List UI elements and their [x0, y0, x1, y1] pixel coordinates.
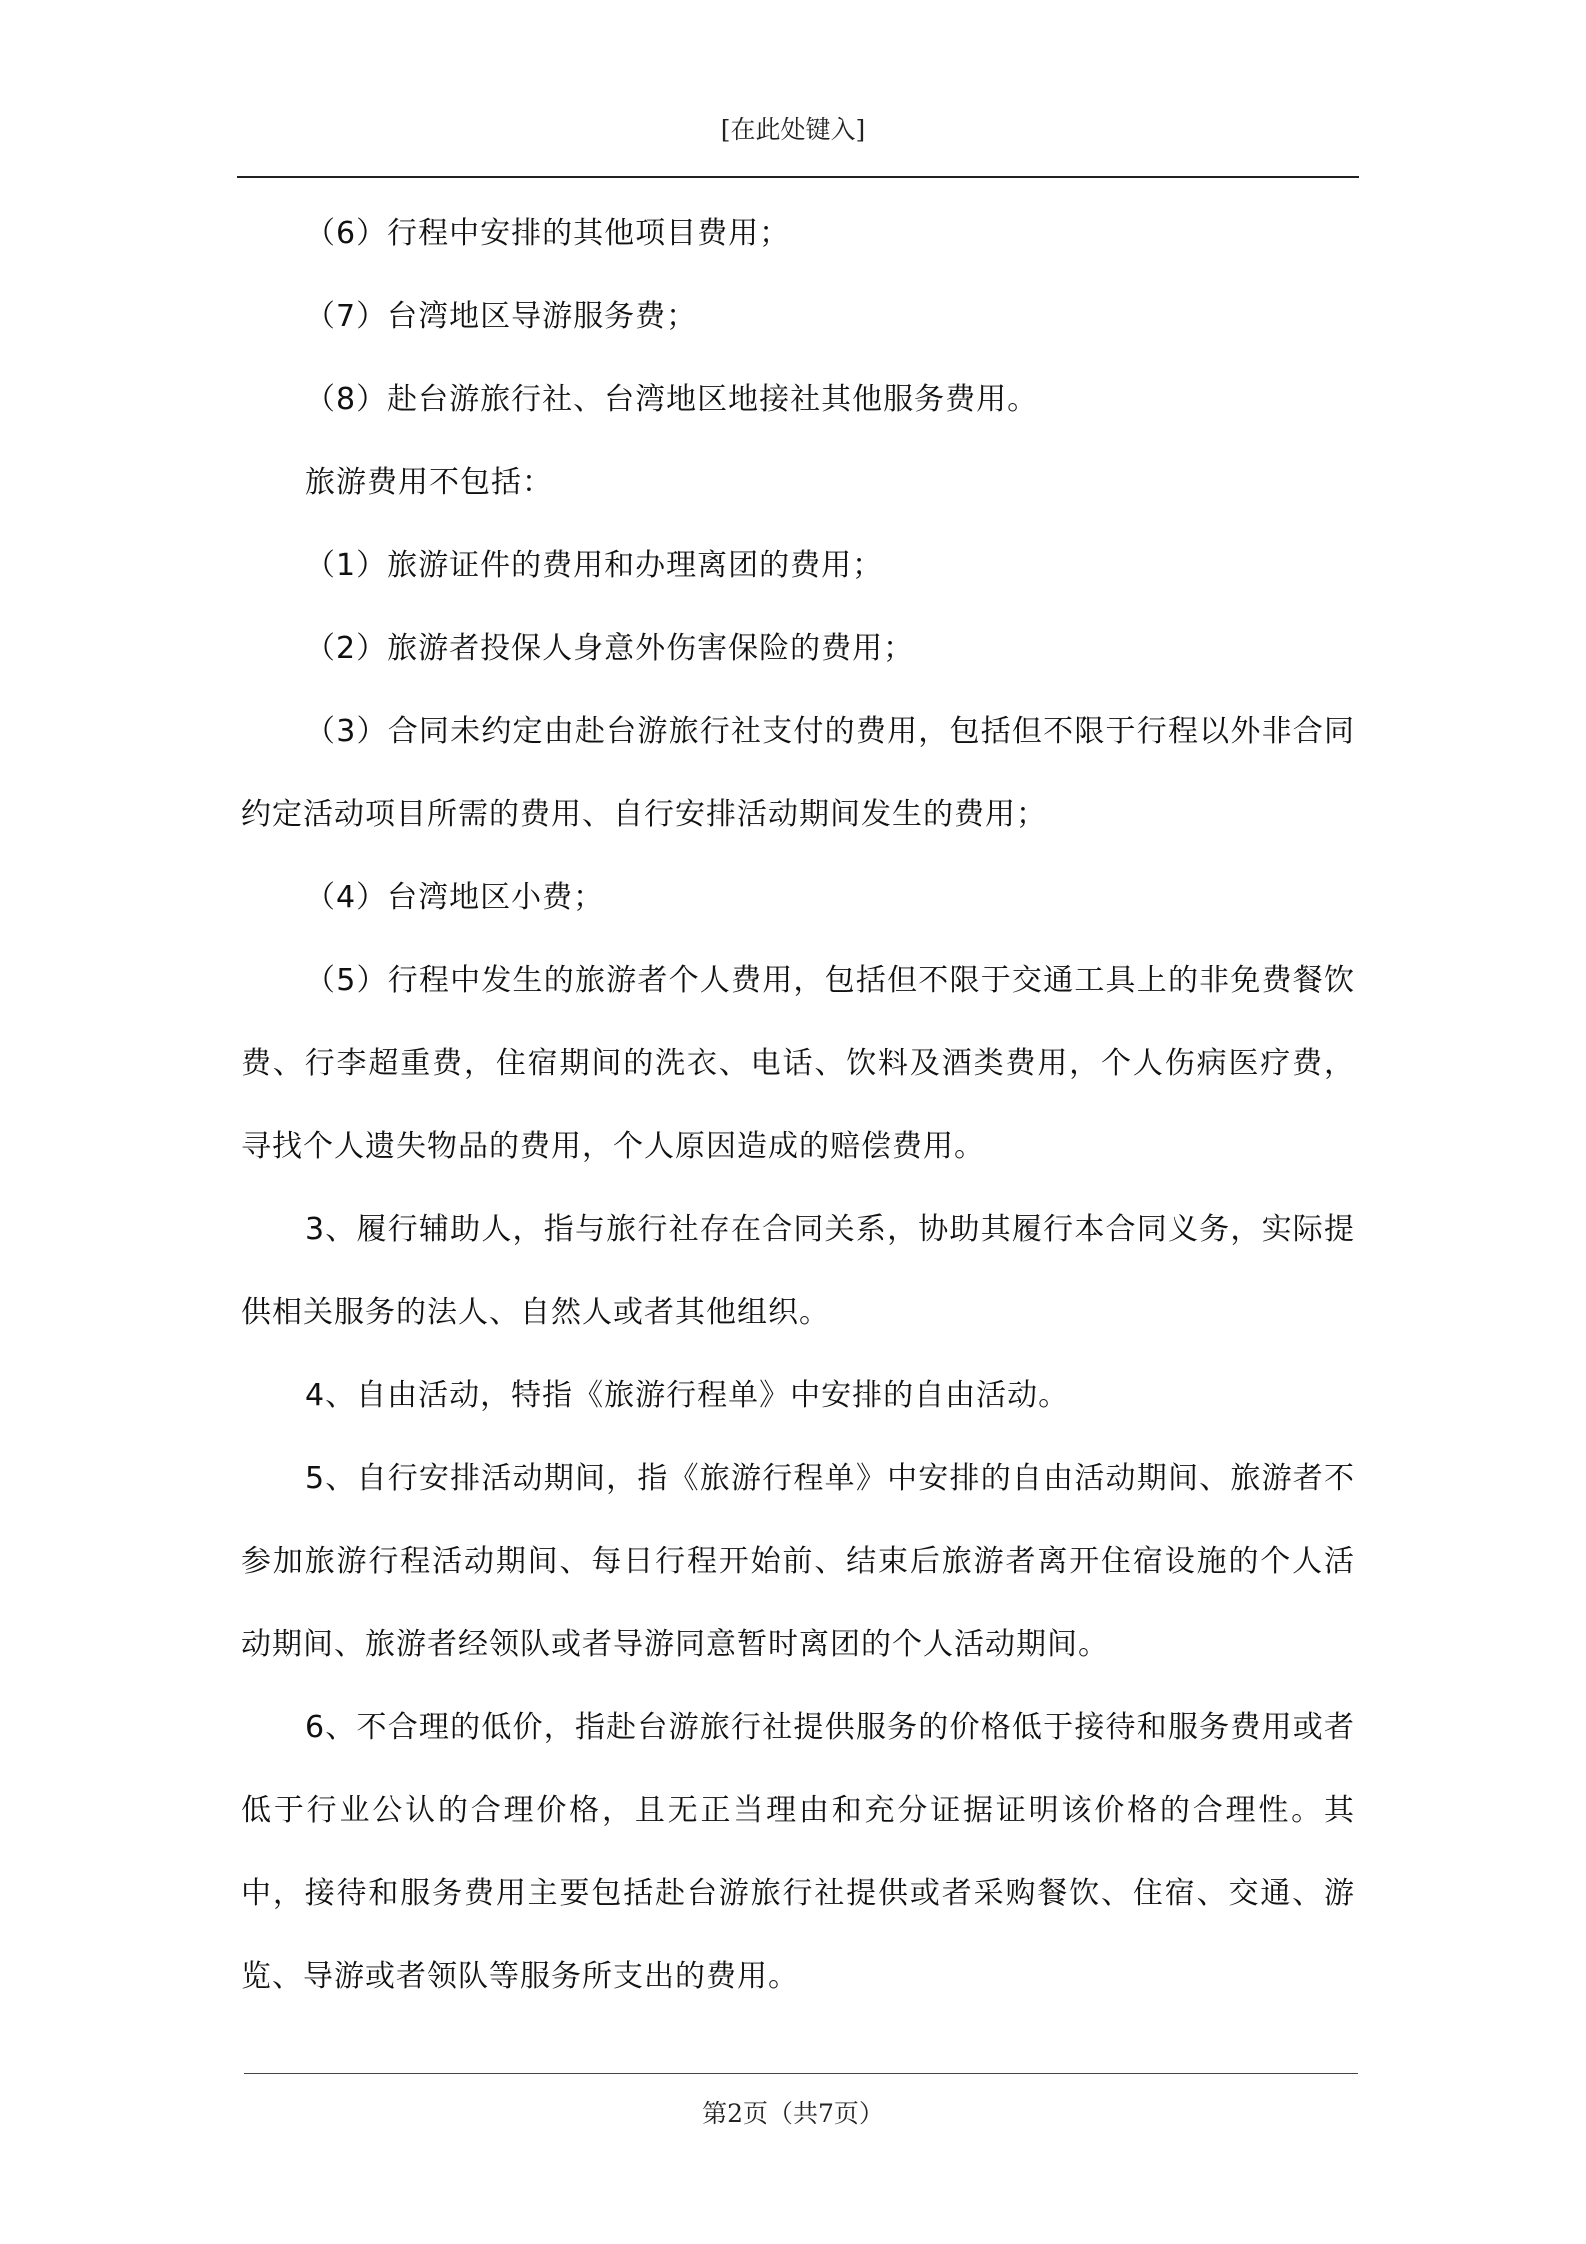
paragraph: （6）行程中安排的其他项目费用；: [305, 216, 791, 251]
paragraph: （2）旅游者投保人身意外伤害保险的费用；: [305, 631, 915, 666]
paragraph: 4、自由活动，特指《旅游行程单》中安排的自由活动。: [305, 1378, 1070, 1413]
paragraph: 3、履行辅助人，指与旅行社存在合同关系，协助其履行本合同义务，实际提供相关服务的法人、自然人或者其他组织。: [241, 1212, 1355, 1330]
paragraph: （4）台湾地区小费；: [305, 880, 605, 915]
paragraph: （5）行程中发生的旅游者个人费用，包括但不限于交通工具上的非免费餐饮费、行李超重费，住宿期间的洗衣、电话、饮料及酒类费用，个人伤病医疗费，寻找个人遗失物品的费用，个人原因造成的赔偿费用。: [241, 963, 1355, 1164]
paragraph: 5、自行安排活动期间，指《旅游行程单》中安排的自由活动期间、旅游者不参加旅游行程活动期间、每日行程开始前、结束后旅游者离开住宿设施的个人活动期间、旅游者经领队或者导游同意暂时离团的个人活动期间。: [241, 1461, 1355, 1662]
document-body: [241, 192, 1355, 2018]
header-divider: [237, 176, 1359, 178]
paragraph: （8）赴台游旅行社、台湾地区地接社其他服务费用。: [305, 382, 1039, 417]
page-footer: 第2页（共7页）: [702, 2099, 884, 2128]
paragraph: 6、不合理的低价，指赴台游旅行社提供服务的价格低于接待和服务费用或者低于行业公认的合理价格，且无正当理由和充分证据证明该价格的合理性。其中，接待和服务费用主要包括赴台游旅行社提供或者采购餐饮、住宿、交通、游览、导游或者领队等服务所支出的费用。: [241, 1710, 1355, 1994]
footer-divider: [244, 2073, 1358, 2074]
paragraph: （3）合同未约定由赴台游旅行社支付的费用，包括但不限于行程以外非合同约定活动项目所需的费用、自行安排活动期间发生的费用；: [241, 714, 1355, 832]
paragraph: 旅游费用不包括：: [305, 465, 553, 500]
paragraph: （7）台湾地区导游服务费；: [305, 299, 698, 334]
page-header: [在此处键入]: [720, 115, 866, 144]
paragraph: （1）旅游证件的费用和办理离团的费用；: [305, 548, 884, 583]
